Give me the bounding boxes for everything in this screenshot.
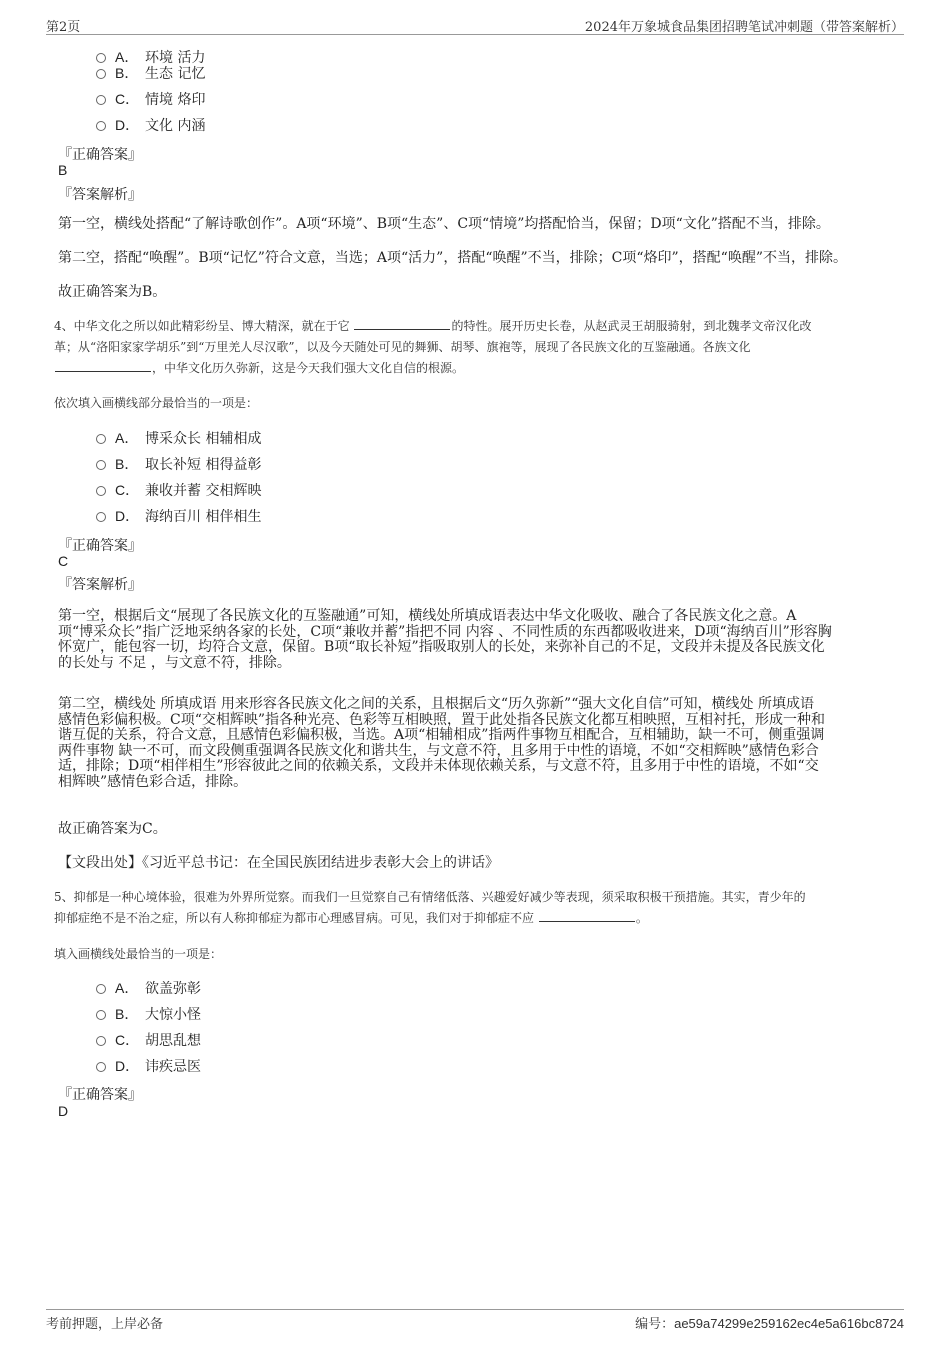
q5-stem-line-1: 5、抑郁是一种心境体验，很难为外界所觉察。而我们一旦觉察自己有情绪低落、兴趣爱好减少等表现，须采取积极干预措施。其实，青少年的	[54, 890, 806, 904]
q4-stem	[54, 316, 899, 379]
page-number: 第2页	[46, 20, 81, 35]
answer-blank	[539, 910, 635, 922]
header-divider	[46, 34, 904, 35]
option-letter: B．	[115, 1006, 139, 1022]
document-code: 编号：ae59a74299e259162ec4e5a616bc8724	[635, 1316, 904, 1332]
q3-option-b[interactable]	[96, 64, 205, 82]
radio-icon[interactable]	[96, 53, 106, 63]
footer-slogan: 考前押题，上岸必备	[46, 1317, 164, 1332]
q5-answer-label: 『正确答案』	[58, 1087, 142, 1103]
option-letter: B．	[115, 456, 139, 472]
q5-stem-line-2: 抑郁症绝不是不治之症，所以有人称抑郁症为都市心理感冒病。可见，我们对于抑郁症不应 。	[54, 911, 648, 925]
q3-analysis-1: 第一空，横线处搭配“了解诗歌创作”。A项“环境”、B项“生态”、C项“情境”均搭配恰当，保留；D项“文化”搭配不当，排除。	[58, 216, 830, 232]
option-text: 大惊小怪	[145, 1007, 201, 1023]
option-text: 讳疾忌医	[145, 1059, 201, 1075]
q5-stem	[54, 887, 899, 929]
radio-icon[interactable]	[96, 1010, 106, 1020]
option-text: 兼收并蓄 交相辉映	[145, 483, 262, 499]
answer-blank	[55, 360, 151, 372]
option-text: 海纳百川 相伴相生	[145, 509, 262, 525]
q5-prompt: 填入画横线处最恰当的一项是：	[54, 947, 223, 961]
q4-analysis-2: 第二空，横线处 所填成语 用来形容各民族文化之间的关系，且根据后文“历久弥新”“强大文化自信”可知，横线处 所填成语 感情色彩偏积极。C项“交相辉映”指各种光亮、色彩等互相映照，置于此处指各民族文化都互相映照，互相衬托，形成一种和 谐互促的关系，符合文意，且感情色彩偏积极，当选。A项“相辅相成”指两件事物互相配合，互相辅助，缺一不可，侧重强调 两件事物 缺一不可，而文段侧重强调各民族文化和谐共生，与文意不符，且多用于中性的语境，不如“交相辉映”感情色彩合 适，排除；D项“相伴相生”形容彼此之间的依赖关系，文段并未体现依赖关系，与文意不符，且多用于中性的语境，不如“交 相辉映”感情色彩合适，排除。	[58, 696, 826, 790]
option-text: 欲盖弥彰	[145, 981, 201, 997]
radio-icon[interactable]	[96, 512, 106, 522]
page-header	[46, 14, 904, 34]
option-text: 取长补短 相得益彰	[145, 457, 262, 473]
q4-analysis-label: 『答案解析』	[58, 577, 142, 593]
q4-option-d[interactable]	[96, 507, 261, 525]
q3-option-c[interactable]	[96, 90, 205, 108]
radio-icon[interactable]	[96, 69, 106, 79]
q3-answer: B	[58, 162, 68, 178]
option-text: 环境 活力	[145, 50, 206, 66]
option-letter: D．	[115, 1058, 140, 1074]
q5-option-d[interactable]	[96, 1057, 201, 1075]
q3-conclusion: 故正确答案为B。	[58, 284, 167, 300]
q4-conclusion: 故正确答案为C。	[58, 821, 167, 837]
q4-option-b[interactable]	[96, 455, 261, 473]
option-text: 胡思乱想	[145, 1033, 201, 1049]
radio-icon[interactable]	[96, 121, 106, 131]
q4-option-c[interactable]	[96, 481, 261, 499]
page-footer	[46, 1313, 904, 1333]
q4-stem-line-2: 革；从“洛阳家家学胡乐”到“万里羌人尽汉歌”，以及今天随处可见的舞狮、胡琴、旗袍等，展现了各民族文化的互鉴融通。各族文化	[54, 340, 751, 354]
q4-stem-line-3: ，中华文化历久弥新，这是今天我们强大文化自信的根源。	[54, 358, 899, 379]
q3-option-d[interactable]	[96, 116, 205, 134]
q4-source: 【文段出处】《习近平总书记：在全国民族团结进步表彰大会上的讲话》	[58, 855, 499, 871]
option-letter: D．	[115, 117, 140, 133]
option-letter: B．	[115, 65, 139, 81]
q4-stem-line-1: 4、中华文化之所以如此精彩纷呈、博大精深，就在于它 的特性。展开历史长卷，从赵武灵王胡服骑射，到北魏孝文帝汉化改	[54, 319, 812, 333]
q4-answer: C	[58, 553, 69, 569]
radio-icon[interactable]	[96, 1062, 106, 1072]
document-title: 2024年万象城食品集团招聘笔试冲刺题（带答案解析）	[584, 20, 904, 35]
option-letter: C．	[115, 1032, 140, 1048]
q5-option-a[interactable]	[96, 979, 201, 997]
q3-answer-label: 『正确答案』	[58, 147, 142, 163]
q3-analysis-2: 第二空，搭配“唤醒”。B项“记忆”符合文意，当选；A项“活力”，搭配“唤醒”不当，排除；C项“烙印”，搭配“唤醒”不当，排除。	[58, 250, 847, 266]
radio-icon[interactable]	[96, 434, 106, 444]
radio-icon[interactable]	[96, 984, 106, 994]
q5-answer: D	[58, 1103, 69, 1119]
option-text: 文化 内涵	[145, 118, 206, 134]
option-letter: A．	[115, 430, 139, 446]
radio-icon[interactable]	[96, 1036, 106, 1046]
option-letter: A．	[115, 980, 139, 996]
option-letter: C．	[115, 91, 140, 107]
option-letter: A．	[115, 49, 139, 65]
radio-icon[interactable]	[96, 460, 106, 470]
option-letter: C．	[115, 482, 140, 498]
footer-divider	[46, 1309, 904, 1310]
radio-icon[interactable]	[96, 95, 106, 105]
option-text: 博采众长 相辅相成	[145, 431, 262, 447]
q5-option-c[interactable]	[96, 1031, 201, 1049]
q4-analysis-1: 第一空，根据后文“展现了各民族文化的互鉴融通”可知，横线处所填成语表达中华文化吸收、融合了各民族文化之意。A 项“博采众长”指广泛地采纳各家的长处，C项“兼收并蓄”指把不同 内容 、不同性质的东西都吸收进来，D项“海纳百川”形容胸 怀宽广，能包容一切，均符合文意，保留。B项“取长补短”指吸取别人的长处，来弥补自己的不足，文段并未提及各民族文化 的长处与 不足 ，与文意不符，排除。	[58, 608, 832, 671]
q4-prompt: 依次填入画横线部分最恰当的一项是：	[54, 396, 259, 410]
q4-answer-label: 『正确答案』	[58, 538, 142, 554]
option-letter: D．	[115, 508, 140, 524]
q4-option-a[interactable]	[96, 429, 261, 447]
q5-option-b[interactable]	[96, 1005, 201, 1023]
answer-blank	[354, 318, 450, 330]
option-text: 生态 记忆	[145, 66, 206, 82]
radio-icon[interactable]	[96, 486, 106, 496]
option-text: 情境 烙印	[145, 92, 206, 108]
q3-analysis-label: 『答案解析』	[58, 187, 142, 203]
